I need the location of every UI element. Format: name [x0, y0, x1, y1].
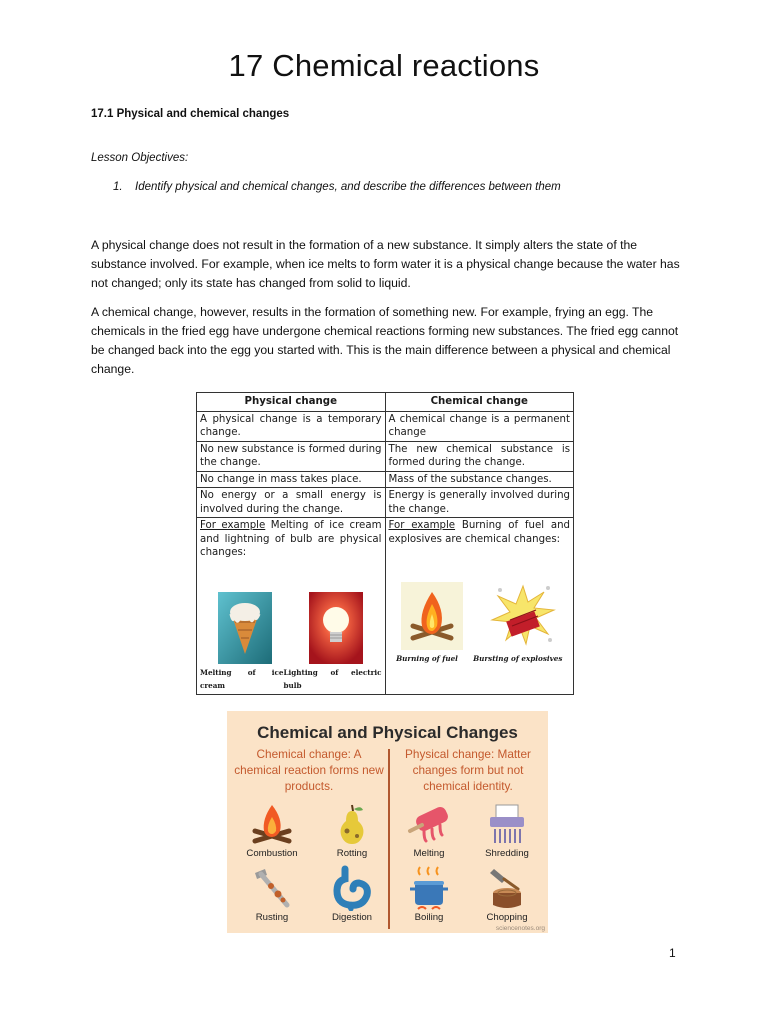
table-header-row: [197, 393, 574, 412]
melting-popsicle-icon: [402, 801, 456, 847]
table-header-chemical: Chemical change: [385, 393, 574, 412]
caption-bulb: Lighting of electric bulb: [283, 667, 382, 690]
table-cell: No energy or a small energy is involved during the change.: [197, 488, 386, 518]
stomach-icon: [329, 865, 375, 911]
combustion-item: [235, 801, 309, 859]
pear-icon: [329, 801, 375, 847]
table-cell: The new chemical substance is formed during the change.: [385, 441, 574, 471]
example-text: Melting of ice cream and lightning of bulb are physical changes:: [200, 520, 382, 558]
table-header-physical: Physical change: [197, 393, 386, 412]
shredding-item: [470, 801, 544, 859]
caption-explosives: Bursting of explosives: [473, 654, 563, 663]
rotting-label: Rotting: [336, 848, 368, 859]
table-row-examples: [197, 518, 574, 695]
paper-shredder-icon: [484, 801, 530, 847]
example-cell-chemical: [385, 518, 574, 695]
melting-ice-cream-image: [218, 592, 272, 664]
burning-fuel-image: [401, 582, 463, 650]
objective-number: 1.: [113, 181, 123, 193]
section-heading: 17.1 Physical and chemical changes: [91, 108, 290, 120]
melting-item: [392, 801, 466, 859]
objectives-label: Lesson Objectives:: [91, 152, 189, 164]
boiling-item: [392, 865, 466, 923]
digestion-item: [315, 865, 389, 923]
table-row: [197, 441, 574, 471]
page-number: 1: [669, 946, 676, 960]
table-row: [197, 471, 574, 488]
bursting-explosives-image: [488, 582, 558, 650]
example-label: For example: [388, 520, 456, 531]
chemical-change-description: Chemical change: A chemical reaction forms new products.: [234, 747, 384, 793]
physical-change-description: Physical change: Matter changes form but not chemical identity.: [405, 747, 531, 793]
table-row: [197, 488, 574, 518]
rusty-nail-icon: [249, 865, 295, 911]
example-cell-physical: [197, 518, 386, 695]
infographic-title: Chemical and Physical Changes: [257, 723, 518, 742]
example-label: For example: [200, 520, 266, 531]
table-cell: A physical change is a temporary change.: [197, 411, 386, 441]
table-cell: Energy is generally involved during the change.: [385, 488, 574, 518]
rusting-label: Rusting: [255, 912, 289, 923]
paragraph-physical: A physical change does not result in the formation of a new substance. It simply alters the state of the substance involved. For example, when ice melts to form water it is a physical change because the water has not changed; only its state has changed from solid to liquid.: [91, 238, 680, 290]
infographic: [227, 711, 548, 933]
source-watermark: sciencenotes.org: [495, 925, 545, 932]
objective-item: [113, 181, 561, 193]
table-cell: Mass of the substance changes.: [385, 471, 574, 488]
combustion-label: Combustion: [246, 848, 298, 859]
example-text: Burning of fuel and explosives are chemical changes:: [388, 520, 570, 545]
chopping-label: Chopping: [486, 912, 528, 923]
caption-fuel: Burning of fuel: [396, 654, 458, 663]
campfire-icon: [249, 801, 295, 847]
page-title: 17 Chemical reactions: [228, 48, 540, 83]
table-cell: No new substance is formed during the change.: [197, 441, 386, 471]
table-cell: A chemical change is a permanent change: [385, 411, 574, 441]
rusting-item: [235, 865, 309, 923]
boiling-pot-icon: [404, 865, 454, 911]
table-cell: No change in mass takes place.: [197, 471, 386, 488]
objective-text: Identify physical and chemical changes, and describe the differences between them: [135, 181, 561, 193]
boiling-label: Boiling: [414, 912, 444, 923]
shredding-label: Shredding: [485, 848, 529, 859]
melting-label: Melting: [413, 848, 445, 859]
chopping-item: [470, 865, 544, 923]
electric-bulb-image: [309, 592, 363, 664]
digestion-label: Digestion: [332, 912, 372, 923]
rotting-item: [315, 801, 389, 859]
table-row: [197, 411, 574, 441]
caption-ice-cream: Melting of ice cream: [200, 667, 284, 690]
paragraph-chemical: A chemical change, however, results in the formation of something new. For example, frying an egg. The chemicals in the fried egg have undergone chemical reactions forming new substances. The fried egg cannot be changed back into the egg you started with. This is the main difference between a physical and chemical change.: [91, 305, 679, 376]
axe-stump-icon: [484, 865, 530, 911]
comparison-table: [196, 392, 574, 695]
